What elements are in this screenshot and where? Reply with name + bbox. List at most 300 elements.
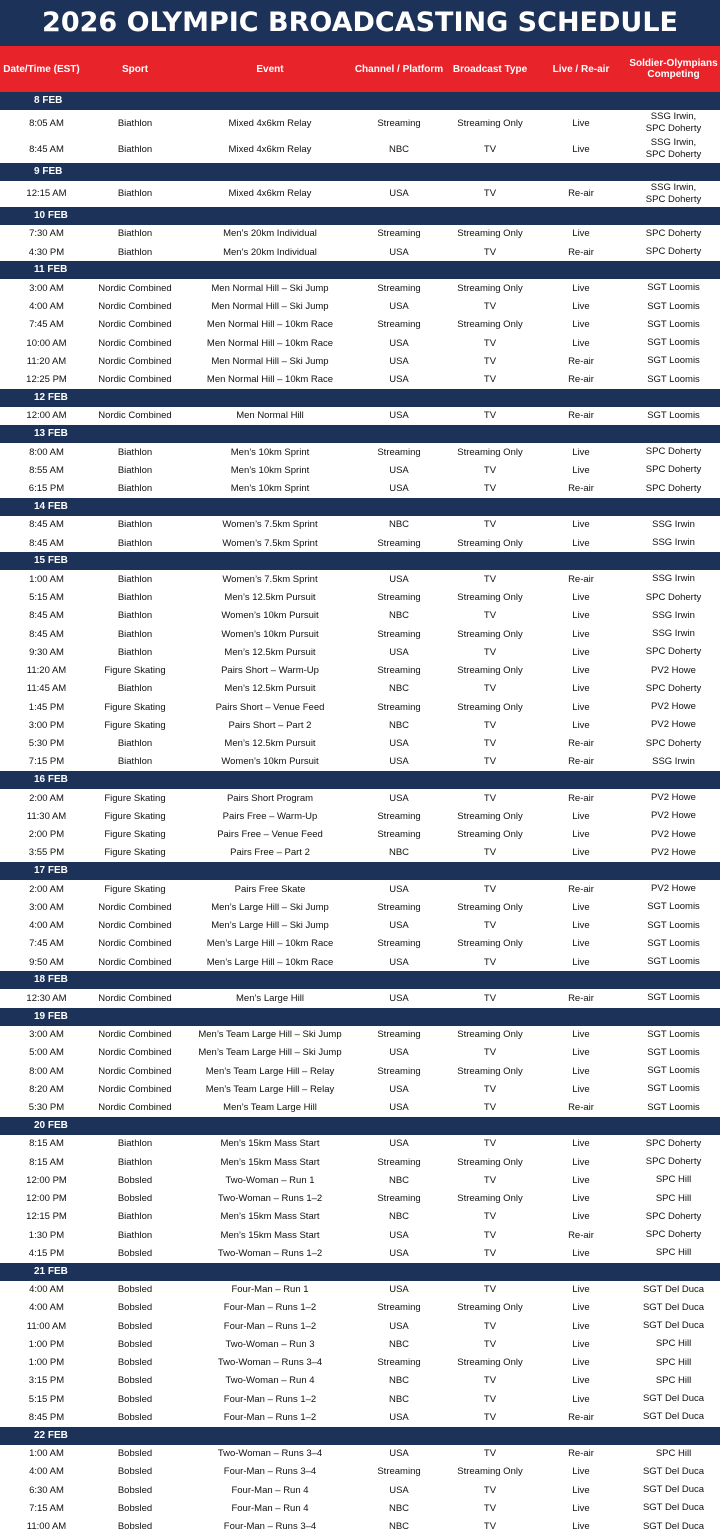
cell-soldier-olympians: SPC Doherty (645, 1137, 702, 1149)
cell-broadcast-type: TV (483, 1521, 497, 1533)
cell-sport: Nordic Combined (98, 920, 172, 932)
cell-broadcast-type: Streaming Only (457, 901, 523, 913)
cell-broadcast-type: TV (483, 301, 497, 313)
cell-soldier-olympians: PV2 Howe (651, 846, 696, 858)
cell-sport: Biathlon (117, 143, 153, 155)
date-section-header: 16 FEB (0, 771, 720, 789)
cell-event: Pairs Free – Venue Feed (217, 829, 323, 841)
cell-channel: Streaming (377, 537, 421, 549)
cell-datetime: 2:00 PM (28, 829, 65, 841)
cell-sport: Biathlon (117, 537, 153, 549)
cell-datetime: 6:15 PM (28, 483, 65, 495)
cell-datetime: 12:15 PM (26, 1211, 67, 1223)
cell-broadcast-type: TV (483, 1338, 497, 1350)
cell-channel: USA (389, 464, 409, 476)
cell-broadcast-type: TV (483, 573, 497, 585)
cell-sport: Nordic Combined (98, 282, 172, 294)
col-header-datetime: Date/Time (EST) (3, 63, 80, 75)
cell-datetime: 3:00 PM (28, 719, 65, 731)
cell-live-reair: Live (572, 829, 590, 841)
table-row (0, 789, 720, 807)
cell-datetime: 1:45 PM (28, 701, 65, 713)
cell-datetime: 7:15 PM (28, 756, 65, 768)
table-row (0, 989, 720, 1007)
cell-event: Men’s 12.5km Pursuit (224, 738, 316, 750)
cell-broadcast-type: TV (483, 1411, 497, 1423)
cell-datetime: 12:00 PM (26, 1174, 67, 1186)
cell-datetime: 5:30 PM (28, 1102, 65, 1114)
col-header-channel: Channel / Platform (354, 63, 444, 75)
cell-broadcast-type: TV (483, 483, 497, 495)
cell-broadcast-type: TV (483, 1102, 497, 1114)
cell-sport: Figure Skating (104, 810, 166, 822)
date-section-header: 17 FEB (0, 862, 720, 880)
cell-sport: Nordic Combined (98, 355, 172, 367)
cell-soldier-olympians: SSG Irwin, SPC Doherty (645, 181, 702, 205)
cell-event: Women’s 10km Pursuit (221, 628, 319, 640)
cell-sport: Biathlon (117, 683, 153, 695)
cell-live-reair: Live (572, 1502, 590, 1514)
cell-channel: USA (389, 573, 409, 585)
cell-live-reair: Live (572, 628, 590, 640)
cell-event: Men’s 12.5km Pursuit (224, 592, 316, 604)
cell-broadcast-type: TV (483, 683, 497, 695)
cell-channel: Streaming (377, 628, 421, 640)
col-header-sport: Sport (121, 63, 149, 75)
cell-broadcast-type: Streaming Only (457, 592, 523, 604)
cell-sport: Nordic Combined (98, 374, 172, 386)
table-row (0, 225, 720, 243)
cell-datetime: 8:45 AM (29, 143, 64, 155)
cell-channel: Streaming (377, 701, 421, 713)
cell-channel: USA (389, 301, 409, 313)
cell-broadcast-type: TV (483, 1083, 497, 1095)
cell-datetime: 8:45 AM (29, 537, 64, 549)
cell-datetime: 4:00 AM (29, 1302, 64, 1314)
page-title: 2026 OLYMPIC BROADCASTING SCHEDULE (0, 0, 720, 46)
table-row (0, 352, 720, 370)
cell-live-reair: Live (572, 956, 590, 968)
date-section-header: 8 FEB (0, 92, 720, 110)
cell-live-reair: Live (572, 592, 590, 604)
cell-event: Men’s 10km Sprint (230, 446, 310, 458)
cell-channel: Streaming (377, 1302, 421, 1314)
cell-broadcast-type: TV (483, 610, 497, 622)
table-row (0, 953, 720, 971)
cell-broadcast-type: TV (483, 1502, 497, 1514)
cell-sport: Nordic Combined (98, 1065, 172, 1077)
cell-sport: Figure Skating (104, 847, 166, 859)
cell-channel: NBC (388, 1211, 410, 1223)
cell-sport: Bobsled (117, 1357, 153, 1369)
cell-channel: NBC (388, 1174, 410, 1186)
cell-event: Four-Man – Runs 3–4 (223, 1521, 317, 1533)
cell-datetime: 1:00 AM (29, 1448, 64, 1460)
cell-soldier-olympians: SGT Del Duca (642, 1502, 705, 1514)
date-section-header: 14 FEB (0, 498, 720, 516)
cell-sport: Biathlon (117, 446, 153, 458)
cell-event: Men Normal Hill – 10km Race (206, 319, 334, 331)
table-row (0, 753, 720, 771)
date-section-header: 11 FEB (0, 261, 720, 279)
cell-event: Men’s Team Large Hill (223, 1102, 317, 1114)
cell-datetime: 7:45 AM (29, 938, 64, 950)
cell-live-reair: Live (572, 646, 590, 658)
table-row (0, 480, 720, 498)
table-row (0, 1080, 720, 1098)
cell-channel: USA (389, 1102, 409, 1114)
cell-datetime: 3:55 PM (28, 847, 65, 859)
cell-broadcast-type: Streaming Only (457, 1065, 523, 1077)
table-row (0, 662, 720, 680)
cell-soldier-olympians: SPC Doherty (645, 1229, 702, 1241)
cell-event: Men’s 20km Individual (223, 246, 317, 258)
table-row (0, 680, 720, 698)
cell-channel: USA (389, 883, 409, 895)
cell-channel: NBC (388, 719, 410, 731)
table-row (0, 1062, 720, 1080)
table-row (0, 807, 720, 825)
cell-sport: Biathlon (117, 592, 153, 604)
cell-channel: USA (389, 756, 409, 768)
cell-sport: Biathlon (117, 483, 153, 495)
cell-event: Two-Woman – Runs 3–4 (217, 1448, 323, 1460)
cell-live-reair: Re-air (568, 792, 594, 804)
cell-channel: Streaming (377, 1065, 421, 1077)
cell-soldier-olympians: SPC Doherty (645, 227, 702, 239)
cell-event: Four-Man – Runs 1–2 (223, 1320, 317, 1332)
cell-live-reair: Live (572, 1029, 590, 1041)
cell-channel: Streaming (377, 1156, 421, 1168)
cell-sport: Figure Skating (104, 883, 166, 895)
cell-sport: Nordic Combined (98, 410, 172, 422)
cell-soldier-olympians: SGT Loomis (647, 300, 700, 312)
cell-live-reair: Re-air (568, 1448, 594, 1460)
cell-channel: NBC (388, 847, 410, 859)
table-row (0, 1226, 720, 1244)
cell-broadcast-type: TV (483, 1047, 497, 1059)
cell-datetime: 12:15 AM (26, 188, 67, 200)
cell-soldier-olympians: SPC Doherty (645, 1210, 702, 1222)
cell-event: Pairs Short Program (226, 792, 314, 804)
cell-sport: Biathlon (117, 117, 153, 129)
date-section-header: 10 FEB (0, 207, 720, 225)
cell-datetime: 3:00 AM (29, 1029, 64, 1041)
cell-datetime: 5:00 AM (29, 1047, 64, 1059)
cell-channel: Streaming (377, 938, 421, 950)
table-row (0, 643, 720, 661)
cell-sport: Nordic Combined (98, 337, 172, 349)
cell-event: Pairs Short – Warm-Up (221, 665, 319, 677)
cell-sport: Bobsled (117, 1521, 153, 1533)
cell-sport: Figure Skating (104, 701, 166, 713)
cell-live-reair: Re-air (568, 1229, 594, 1241)
cell-soldier-olympians: SGT Loomis (647, 318, 700, 330)
cell-event: Men’s 15km Mass Start (220, 1138, 320, 1150)
table-row (0, 1299, 720, 1317)
cell-live-reair: Live (572, 1174, 590, 1186)
cell-channel: USA (389, 355, 409, 367)
cell-live-reair: Live (572, 665, 590, 677)
cell-datetime: 12:00 AM (26, 410, 67, 422)
cell-event: Men’s Team Large Hill – Relay (205, 1083, 335, 1095)
cell-sport: Bobsled (117, 1284, 153, 1296)
cell-broadcast-type: Streaming Only (457, 319, 523, 331)
cell-live-reair: Re-air (568, 483, 594, 495)
cell-event: Men Normal Hill – Ski Jump (211, 355, 329, 367)
cell-soldier-olympians: PV2 Howe (651, 883, 696, 895)
cell-soldier-olympians: SPC Hill (655, 1356, 692, 1368)
cell-datetime: 11:00 AM (26, 1320, 67, 1332)
cell-channel: USA (389, 1138, 409, 1150)
cell-datetime: 8:20 AM (29, 1083, 64, 1095)
cell-event: Four-Man – Runs 3–4 (223, 1466, 317, 1478)
cell-soldier-olympians: SGT Loomis (647, 337, 700, 349)
col-header-soldier-olympians: Soldier-Olympians Competing (629, 58, 718, 80)
cell-live-reair: Live (572, 319, 590, 331)
cell-datetime: 4:00 AM (29, 1466, 64, 1478)
cell-channel: USA (389, 1284, 409, 1296)
cell-live-reair: Re-air (568, 374, 594, 386)
cell-channel: USA (389, 1247, 409, 1259)
cell-sport: Nordic Combined (98, 1102, 172, 1114)
cell-broadcast-type: TV (483, 1320, 497, 1332)
cell-broadcast-type: Streaming Only (457, 701, 523, 713)
cell-broadcast-type: TV (483, 956, 497, 968)
cell-live-reair: Live (572, 143, 590, 155)
cell-sport: Bobsled (117, 1320, 153, 1332)
table-row (0, 625, 720, 643)
cell-broadcast-type: TV (483, 188, 497, 200)
cell-soldier-olympians: SGT Loomis (647, 373, 700, 385)
date-section-header: 9 FEB (0, 163, 720, 181)
cell-broadcast-type: TV (483, 992, 497, 1004)
cell-datetime: 1:30 PM (28, 1229, 65, 1241)
date-section-header: 15 FEB (0, 552, 720, 570)
cell-event: Women’s 7.5km Sprint (222, 537, 318, 549)
cell-soldier-olympians: PV2 Howe (651, 828, 696, 840)
cell-broadcast-type: TV (483, 464, 497, 476)
cell-sport: Biathlon (117, 519, 153, 531)
cell-live-reair: Live (572, 701, 590, 713)
cell-channel: NBC (388, 1338, 410, 1350)
cell-live-reair: Live (572, 1284, 590, 1296)
cell-broadcast-type: TV (483, 646, 497, 658)
cell-soldier-olympians: SGT Loomis (647, 1083, 700, 1095)
cell-datetime: 7:45 AM (29, 319, 64, 331)
cell-live-reair: Live (572, 1047, 590, 1059)
table-header (0, 46, 720, 92)
cell-channel: USA (389, 337, 409, 349)
cell-live-reair: Re-air (568, 188, 594, 200)
cell-live-reair: Live (572, 519, 590, 531)
cell-datetime: 2:00 AM (29, 792, 64, 804)
cell-live-reair: Live (572, 117, 590, 129)
cell-broadcast-type: TV (483, 1393, 497, 1405)
cell-event: Men’s 20km Individual (223, 228, 317, 240)
cell-live-reair: Live (572, 1484, 590, 1496)
table-row (0, 334, 720, 352)
cell-event: Men Normal Hill – Ski Jump (211, 282, 329, 294)
date-section-header: 12 FEB (0, 389, 720, 407)
cell-channel: USA (389, 992, 409, 1004)
cell-live-reair: Live (572, 228, 590, 240)
cell-sport: Biathlon (117, 1156, 153, 1168)
cell-event: Men’s Large Hill – Ski Jump (211, 920, 329, 932)
table-row (0, 1281, 720, 1299)
cell-channel: Streaming (377, 228, 421, 240)
cell-event: Women’s 7.5km Sprint (222, 519, 318, 531)
cell-datetime: 7:30 AM (29, 228, 64, 240)
cell-sport: Figure Skating (104, 792, 166, 804)
cell-soldier-olympians: SGT Loomis (647, 1046, 700, 1058)
table-row (0, 1171, 720, 1189)
cell-sport: Biathlon (117, 646, 153, 658)
cell-live-reair: Live (572, 1065, 590, 1077)
cell-sport: Nordic Combined (98, 1029, 172, 1041)
cell-event: Men’s 10km Sprint (230, 483, 310, 495)
cell-broadcast-type: TV (483, 883, 497, 895)
cell-soldier-olympians: SPC Doherty (645, 482, 702, 494)
cell-live-reair: Live (572, 301, 590, 313)
table-row (0, 1044, 720, 1062)
cell-datetime: 1:00 PM (28, 1338, 65, 1350)
table-row (0, 1135, 720, 1153)
cell-event: Pairs Free – Warm-Up (222, 810, 318, 822)
cell-datetime: 10:00 AM (26, 337, 67, 349)
cell-live-reair: Re-air (568, 410, 594, 422)
cell-datetime: 4:15 PM (28, 1247, 65, 1259)
cell-event: Two-Woman – Run 4 (225, 1375, 315, 1387)
cell-soldier-olympians: PV2 Howe (651, 701, 696, 713)
cell-datetime: 11:20 AM (26, 355, 67, 367)
cell-sport: Figure Skating (104, 829, 166, 841)
cell-sport: Bobsled (117, 1338, 153, 1350)
cell-sport: Biathlon (117, 756, 153, 768)
cell-sport: Biathlon (117, 228, 153, 240)
cell-event: Men’s Team Large Hill – Ski Jump (198, 1047, 342, 1059)
table-row (0, 371, 720, 389)
cell-event: Four-Man – Runs 1–2 (223, 1411, 317, 1423)
table-row (0, 243, 720, 261)
cell-event: Women’s 10km Pursuit (221, 610, 319, 622)
cell-event: Pairs Short – Venue Feed (215, 701, 325, 713)
cell-channel: Streaming (377, 1466, 421, 1478)
cell-channel: USA (389, 738, 409, 750)
cell-channel: NBC (388, 143, 410, 155)
cell-live-reair: Live (572, 1193, 590, 1205)
cell-sport: Biathlon (117, 1229, 153, 1241)
cell-broadcast-type: TV (483, 374, 497, 386)
cell-datetime: 11:20 AM (26, 665, 67, 677)
cell-live-reair: Live (572, 337, 590, 349)
cell-sport: Nordic Combined (98, 956, 172, 968)
cell-soldier-olympians: SPC Doherty (645, 682, 702, 694)
cell-soldier-olympians: SSG Irwin (652, 628, 695, 640)
cell-event: Two-Woman – Run 1 (225, 1174, 315, 1186)
cell-live-reair: Re-air (568, 1411, 594, 1423)
cell-broadcast-type: Streaming Only (457, 665, 523, 677)
cell-event: Men’s Team Large Hill – Relay (205, 1065, 335, 1077)
cell-sport: Bobsled (117, 1411, 153, 1423)
cell-channel: USA (389, 188, 409, 200)
cell-sport: Nordic Combined (98, 1083, 172, 1095)
cell-datetime: 12:30 AM (26, 992, 67, 1004)
table-row (0, 917, 720, 935)
cell-event: Mixed 4x6km Relay (228, 188, 312, 200)
cell-event: Men’s 10km Sprint (230, 464, 310, 476)
cell-soldier-olympians: SSG Irwin, SPC Doherty (645, 111, 702, 135)
cell-soldier-olympians: SGT Del Duca (642, 1301, 705, 1313)
table-row (0, 735, 720, 753)
table-row (0, 407, 720, 425)
cell-datetime: 8:15 AM (29, 1156, 64, 1168)
col-header-broadcast-type: Broadcast Type (452, 63, 528, 75)
cell-channel: NBC (388, 1375, 410, 1387)
cell-sport: Nordic Combined (98, 319, 172, 331)
cell-sport: Nordic Combined (98, 992, 172, 1004)
cell-soldier-olympians: PV2 Howe (651, 792, 696, 804)
cell-soldier-olympians: SGT Del Duca (642, 1520, 705, 1532)
cell-broadcast-type: Streaming Only (457, 1029, 523, 1041)
cell-datetime: 11:00 AM (26, 1521, 67, 1533)
cell-datetime: 8:45 AM (29, 628, 64, 640)
table-row (0, 844, 720, 862)
cell-live-reair: Re-air (568, 883, 594, 895)
cell-sport: Bobsled (117, 1247, 153, 1259)
cell-channel: NBC (388, 610, 410, 622)
cell-soldier-olympians: SGT Loomis (647, 956, 700, 968)
cell-soldier-olympians: SPC Doherty (645, 1156, 702, 1168)
cell-soldier-olympians: PV2 Howe (651, 719, 696, 731)
cell-channel: USA (389, 483, 409, 495)
cell-channel: Streaming (377, 810, 421, 822)
cell-broadcast-type: TV (483, 756, 497, 768)
date-section-header: 20 FEB (0, 1117, 720, 1135)
table-row (0, 880, 720, 898)
cell-channel: USA (389, 1229, 409, 1241)
cell-event: Men’s 15km Mass Start (220, 1229, 320, 1241)
cell-soldier-olympians: SGT Loomis (647, 937, 700, 949)
table-row (0, 1099, 720, 1117)
table-row (0, 935, 720, 953)
cell-live-reair: Live (572, 719, 590, 731)
cell-broadcast-type: Streaming Only (457, 810, 523, 822)
cell-broadcast-type: Streaming Only (457, 117, 523, 129)
cell-soldier-olympians: SPC Doherty (645, 446, 702, 458)
table-row (0, 826, 720, 844)
cell-channel: Streaming (377, 1029, 421, 1041)
cell-live-reair: Live (572, 1211, 590, 1223)
table-row (0, 1408, 720, 1426)
cell-live-reair: Re-air (568, 573, 594, 585)
cell-event: Two-Woman – Runs 1–2 (217, 1247, 323, 1259)
cell-broadcast-type: TV (483, 1174, 497, 1186)
cell-channel: USA (389, 410, 409, 422)
cell-sport: Bobsled (117, 1174, 153, 1186)
cell-channel: USA (389, 374, 409, 386)
cell-broadcast-type: TV (483, 1284, 497, 1296)
table-row (0, 1463, 720, 1481)
cell-soldier-olympians: SSG Irwin (652, 573, 695, 585)
cell-channel: USA (389, 1047, 409, 1059)
cell-live-reair: Live (572, 1357, 590, 1369)
cell-broadcast-type: TV (483, 143, 497, 155)
cell-live-reair: Re-air (568, 738, 594, 750)
cell-channel: USA (389, 1083, 409, 1095)
cell-live-reair: Live (572, 446, 590, 458)
cell-soldier-olympians: SGT Loomis (647, 1028, 700, 1040)
